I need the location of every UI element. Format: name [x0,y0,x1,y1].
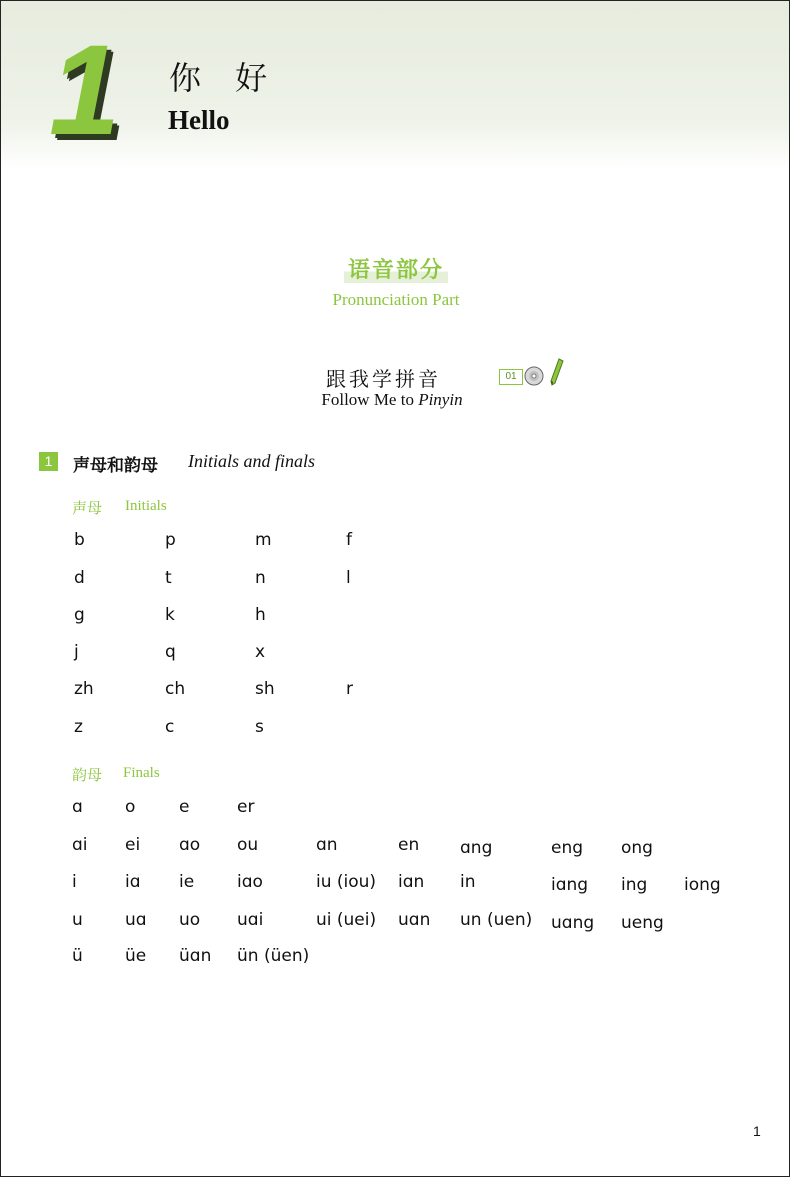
final-item: un (uen) [460,910,533,930]
initial-item: f [346,530,352,550]
finals-label-en: Finals [123,765,160,781]
initial-item: ch [165,679,186,699]
initials-label-en: Initials [125,498,167,514]
initial-item: d [74,568,85,588]
final-item: ɑn [316,835,338,855]
final-item: u [72,910,83,930]
reading-pen-icon[interactable] [549,357,565,387]
initial-item: q [165,642,176,662]
initial-item: g [74,605,85,625]
audio-track-badge[interactable]: 01 [499,369,523,385]
initial-item: t [165,568,172,588]
follow-title-en-italic: Pinyin [418,390,463,409]
final-item: ei [125,835,141,855]
final-item: e [179,797,190,817]
final-item: en [398,835,420,855]
final-item: üɑn [179,946,212,966]
initial-item: b [74,530,85,550]
final-item: ie [179,872,195,892]
final-item: iu (iou) [316,872,377,892]
final-item: uo [179,910,201,930]
initial-item: l [346,568,351,588]
final-item: üe [125,946,147,966]
final-item: in [460,872,476,892]
follow-title-cn: 跟我学拼音 [326,367,441,391]
final-item: iɑo [237,872,263,892]
initial-item: zh [74,679,94,699]
initial-item: h [255,605,266,625]
final-item: ou [237,835,259,855]
part-title-cn: 声母和韵母 [73,456,158,476]
final-item: ing [621,875,648,895]
part-title-en: Initials and finals [188,451,316,471]
initial-item: m [255,530,272,550]
final-item: iɑ [125,872,141,892]
final-item: eng [551,838,584,858]
initial-item: c [165,717,175,737]
final-item: iong [684,875,721,895]
section-title-cn [1,253,790,284]
final-item: ɑo [179,835,201,855]
final-item: ün (üen) [237,946,310,966]
section-title-en: Pronunciation Part [332,290,460,309]
final-item: iɑng [551,875,589,895]
final-item: ueng [621,913,664,933]
final-item: ɑi [72,835,88,855]
lesson-number: 1 [49,19,121,162]
initial-item: n [255,568,266,588]
final-item: i [72,872,77,892]
initial-item: k [165,605,175,625]
follow-title-en-prefix: Follow Me to [321,390,419,409]
final-item: uɑ [125,910,147,930]
final-item: ɑ [72,797,83,817]
final-item: ong [621,838,653,858]
page-number: 1 [753,1123,761,1139]
initial-item: p [165,530,176,550]
initial-item: z [74,717,83,737]
finals-label-cn: 韵母 [72,766,103,784]
lesson-title-cn: 你 好 [169,59,280,97]
final-item: uɑi [237,910,264,930]
initial-item: sh [255,679,275,699]
final-item: ɑng [460,838,493,858]
lesson-title-en: Hello [168,105,230,135]
final-item: o [125,797,136,817]
final-item: uɑn [398,910,431,930]
final-item: uɑng [551,913,595,933]
follow-title-en [1,390,783,410]
initial-item: j [74,642,79,662]
cd-icon[interactable] [524,366,544,386]
final-item: ü [72,946,83,966]
final-item: iɑn [398,872,425,892]
initial-item: x [255,642,266,662]
part-number-badge: 1 [39,452,58,471]
section-title-cn-text: 语音部分 [344,258,448,283]
final-item: ui (uei) [316,910,377,930]
initial-item: r [346,679,353,699]
initial-item: s [255,717,264,737]
initials-label-cn: 声母 [72,499,103,517]
final-item: er [237,797,255,817]
